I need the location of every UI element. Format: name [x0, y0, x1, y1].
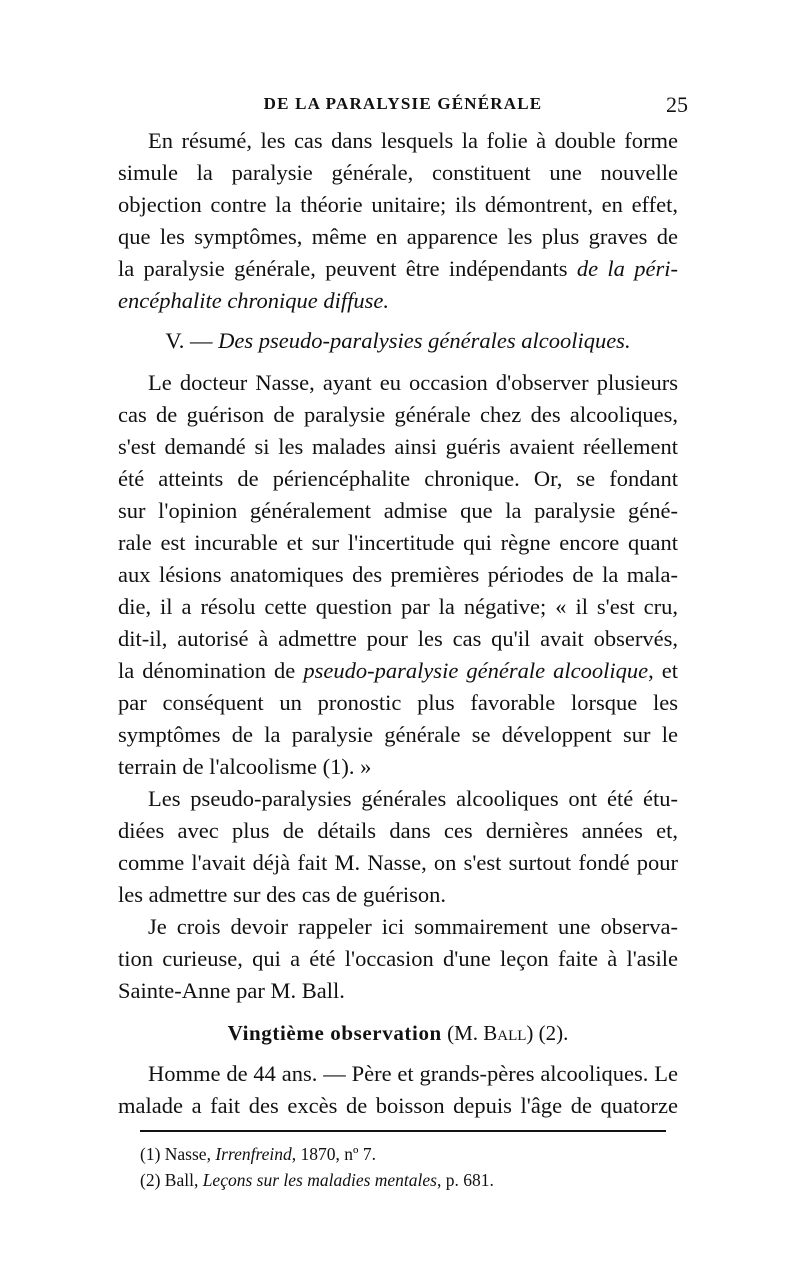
footnote-2 [140, 1168, 680, 1192]
para4-line3: Sainte-Anne par M. Ball. [118, 978, 345, 1003]
footnote-2-title: Leçons sur les maladies mentales [202, 1170, 437, 1190]
para1-line5 [118, 253, 678, 285]
para2-line10-text: la dénomination de [118, 658, 304, 683]
para1-line5-italic: de la péri- [576, 256, 678, 281]
para1-line3: objection contre la théorie unitaire; ils démontrent, en effet, [118, 192, 678, 217]
observation-label: Vingtième observation [227, 1021, 442, 1045]
para2-line4: été atteints de périencéphalite chronique. Or, se fondant [118, 466, 678, 491]
para1-line2: simule la paralysie générale, constituent une nouvelle [118, 160, 678, 185]
footnote-1-rest: , 1870, nº 7. [291, 1144, 376, 1164]
para4-line1: Je crois devoir rappeler ici sommairement une observa- [148, 914, 678, 939]
para5-line1: Homme de 44 ans. — Père et grands-pères alcooliques. Le [148, 1061, 678, 1086]
para1-line6: encéphalite chronique diffuse. [118, 288, 389, 313]
footnote-1-ref: (1) Nasse, [140, 1144, 216, 1164]
para1-line1: En résumé, les cas dans lesquels la folie à double forme [148, 128, 678, 153]
para2-line7: aux lésions anatomiques des premières périodes de la mala- [118, 562, 678, 587]
running-head [118, 94, 688, 120]
page-number: 25 [666, 92, 688, 117]
observation-author: (M. Ball) (2). [447, 1021, 569, 1045]
para2-line5: sur l'opinion généralement admise que la paralysie géné- [118, 498, 678, 523]
section-title: Des pseudo-paralysies générales alcooliques. [218, 328, 631, 353]
para1-line4: que les symptômes, même en apparence les plus graves de [118, 224, 678, 249]
para2-line2: cas de guérison de paralysie générale chez des alcooliques, [118, 402, 678, 427]
section-heading [118, 325, 678, 357]
para2-line13: terrain de l'alcoolisme (1). » [118, 754, 372, 779]
para3-line1: Les pseudo-paralysies générales alcooliques ont été étu- [148, 786, 678, 811]
para3-line2: diées avec plus de détails dans ces dernières années et, [118, 818, 678, 843]
para3-line3: comme l'avait déjà fait M. Nasse, on s'est surtout fondé pour [118, 850, 678, 875]
footnote-1-title: Irrenfreind [215, 1144, 292, 1164]
para2-line3: s'est demandé si les malades ainsi guéris avaient réellement [118, 434, 678, 459]
para2-line1: Le docteur Nasse, ayant eu occasion d'observer plusieurs [148, 370, 678, 395]
footnote-2-rest: , p. 681. [437, 1170, 494, 1190]
para2-line10-end: , et [648, 658, 678, 683]
para2-line9: dit-il, autorisé à admettre pour les cas qu'il avait observés, [118, 626, 678, 651]
section-number: V. — [165, 328, 219, 353]
para2-line6: rale est incurable et sur l'incertitude qui règne encore quant [118, 530, 678, 555]
observation-heading [118, 1018, 678, 1048]
para2-line10-italic: pseudo-paralysie générale alcoolique [303, 658, 649, 683]
para5-line2: malade a fait des excès de boisson depuis l'âge de quatorze [118, 1093, 678, 1118]
para2-line10 [118, 655, 678, 687]
para2-line8: die, il a résolu cette question par la négative; « il s'est cru, [118, 594, 678, 619]
para4-line2: tion curieuse, qui a été l'occasion d'une leçon faite à l'asile [118, 946, 678, 971]
running-head-title: DE LA PARALYSIE GÉNÉRALE [263, 94, 543, 113]
footnote-2-ref: (2) Ball, [140, 1170, 203, 1190]
para2-line11: par conséquent un pronostic plus favorable lorsque les [118, 690, 678, 715]
footnote-1 [140, 1142, 680, 1166]
footnote-rule [140, 1130, 666, 1132]
para1-line5-text: la paralysie générale, peuvent être indépendants [118, 256, 577, 281]
para2-line12: symptômes de la paralysie générale se développent sur le [118, 722, 678, 747]
para3-line4: les admettre sur des cas de guérison. [118, 882, 447, 907]
